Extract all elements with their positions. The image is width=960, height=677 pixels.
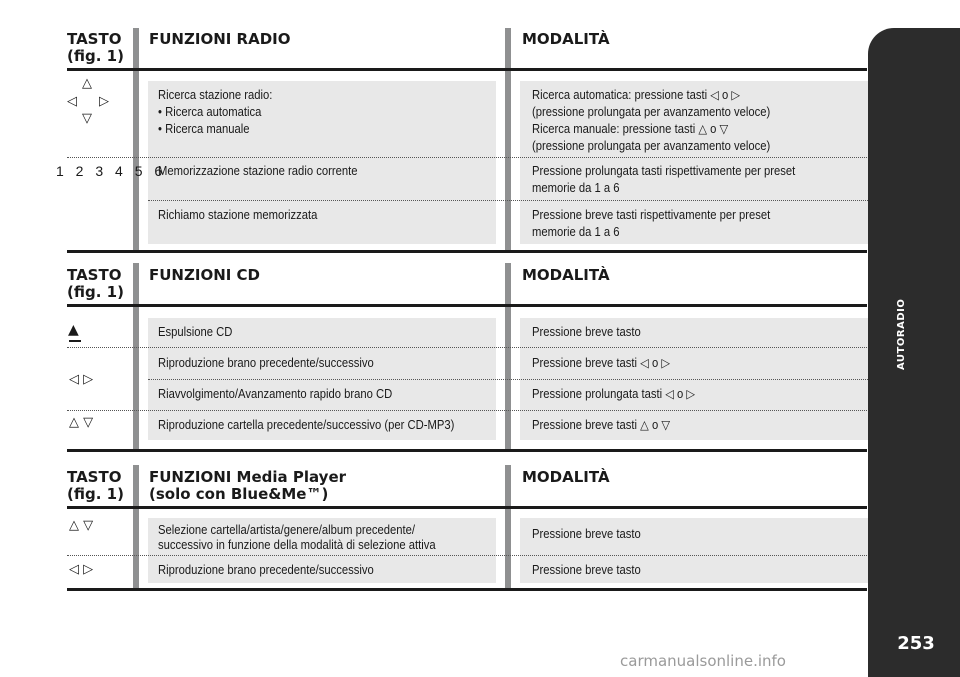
section2-divider-left xyxy=(133,263,139,449)
cd-func-row3: Riavvolgimento/Avanzamento rapido brano CD xyxy=(158,387,393,401)
section2-mode-header: MODALITÀ xyxy=(522,266,610,284)
media-func-row1-line2: successivo in funzione della modalità di selezione attiva xyxy=(158,538,436,552)
radio-mode-row2-line1: Pressione prolungata tasti rispettivamente per preset xyxy=(532,164,796,178)
eject-icon-underline xyxy=(69,340,81,342)
cd-func-row4: Riproduzione cartella precedente/successivo (per CD-MP3) xyxy=(158,418,455,432)
section2-func-header: FUNZIONI CD xyxy=(149,266,261,284)
radio-mode-row1-line2: (pressione prolungata per avanzamento veloce) xyxy=(532,105,771,119)
cd-func-row1: Espulsione CD xyxy=(158,325,233,339)
section2-bottom-rule xyxy=(67,449,867,452)
media-func-row1-line1: Selezione cartella/artista/genere/album precedente/ xyxy=(158,523,416,537)
radio-mode-row2-line2: memorie da 1 a 6 xyxy=(532,181,620,195)
radio-mode-row1-line1: Ricerca automatica: pressione tasti ◁ o ▷ xyxy=(532,88,741,102)
section2-divider-right xyxy=(505,263,511,449)
page-number: 253 xyxy=(897,633,935,654)
section1-func-header: FUNZIONI RADIO xyxy=(149,30,291,48)
section1-bottom-rule xyxy=(67,250,867,253)
section3-row-separator xyxy=(67,555,867,556)
section1-divider-left xyxy=(133,28,139,250)
section1-divider-right xyxy=(505,28,511,250)
section3-top-rule xyxy=(67,506,867,509)
section3-mode-header: MODALITÀ xyxy=(522,468,610,486)
section1-row-separator xyxy=(67,157,867,158)
media-mode-row1: Pressione breve tasto xyxy=(532,527,641,541)
up-down-arrows-icon: △ ▽ xyxy=(69,518,94,533)
section2-row-separator xyxy=(67,347,867,348)
section3-key-header: TASTO (fig. 1) xyxy=(67,468,124,503)
section2-top-rule xyxy=(67,304,867,307)
section1-key-header: TASTO (fig. 1) xyxy=(67,30,124,65)
up-arrow-icon: △ xyxy=(82,76,92,91)
section3-func-header: FUNZIONI Media Player (solo con Blue&Me™) xyxy=(149,468,347,503)
eject-icon: ▲ xyxy=(68,322,79,338)
left-right-arrows-icon: ◁ ▷ xyxy=(69,372,94,387)
section3-divider-right xyxy=(505,465,511,591)
cd-mode-row3: Pressione prolungata tasti ◁ o ▷ xyxy=(532,387,696,401)
section3-divider-left xyxy=(133,465,139,591)
preset-keys: 1 2 3 4 5 6 xyxy=(56,163,167,179)
up-down-arrows-icon: △ ▽ xyxy=(69,415,94,430)
chapter-label: AUTORADIO xyxy=(896,298,907,370)
radio-mode-row3-line2: memorie da 1 a 6 xyxy=(532,225,620,239)
radio-func-row3: Richiamo stazione memorizzata xyxy=(158,208,318,222)
right-arrow-icon: ▷ xyxy=(99,94,109,109)
section2-key-header: TASTO (fig. 1) xyxy=(67,266,124,301)
section2-row-separator xyxy=(67,410,867,411)
section1-mode-header: MODALITÀ xyxy=(522,30,610,48)
section1-top-rule xyxy=(67,68,867,71)
cd-func-row2: Riproduzione brano precedente/successivo xyxy=(158,356,374,370)
section1-row-separator xyxy=(148,200,868,201)
section2-row-separator xyxy=(148,379,868,380)
section3-bottom-rule xyxy=(67,588,867,591)
cd-mode-row1: Pressione breve tasto xyxy=(532,325,641,339)
radio-mode-row3-line1: Pressione breve tasti rispettivamente per preset xyxy=(532,208,771,222)
media-func-row2: Riproduzione brano precedente/successivo xyxy=(158,563,374,577)
radio-func-row1-line3: • Ricerca manuale xyxy=(158,122,250,136)
radio-mode-row1-line4: (pressione prolungata per avanzamento veloce) xyxy=(532,139,771,153)
down-arrow-icon: ▽ xyxy=(82,111,92,126)
cd-mode-row4: Pressione breve tasti △ o ▽ xyxy=(532,418,670,432)
watermark: carmanualsonline.info xyxy=(620,652,786,670)
left-arrow-icon: ◁ xyxy=(67,94,77,109)
radio-func-row2: Memorizzazione stazione radio corrente xyxy=(158,164,358,178)
radio-mode-row1-line3: Ricerca manuale: pressione tasti △ o ▽ xyxy=(532,122,729,136)
media-mode-row2: Pressione breve tasto xyxy=(532,563,641,577)
radio-func-row1-line2: • Ricerca automatica xyxy=(158,105,262,119)
cd-mode-row2: Pressione breve tasti ◁ o ▷ xyxy=(532,356,670,370)
radio-func-row1-line1: Ricerca stazione radio: xyxy=(158,88,273,102)
left-right-arrows-icon: ◁ ▷ xyxy=(69,562,94,577)
